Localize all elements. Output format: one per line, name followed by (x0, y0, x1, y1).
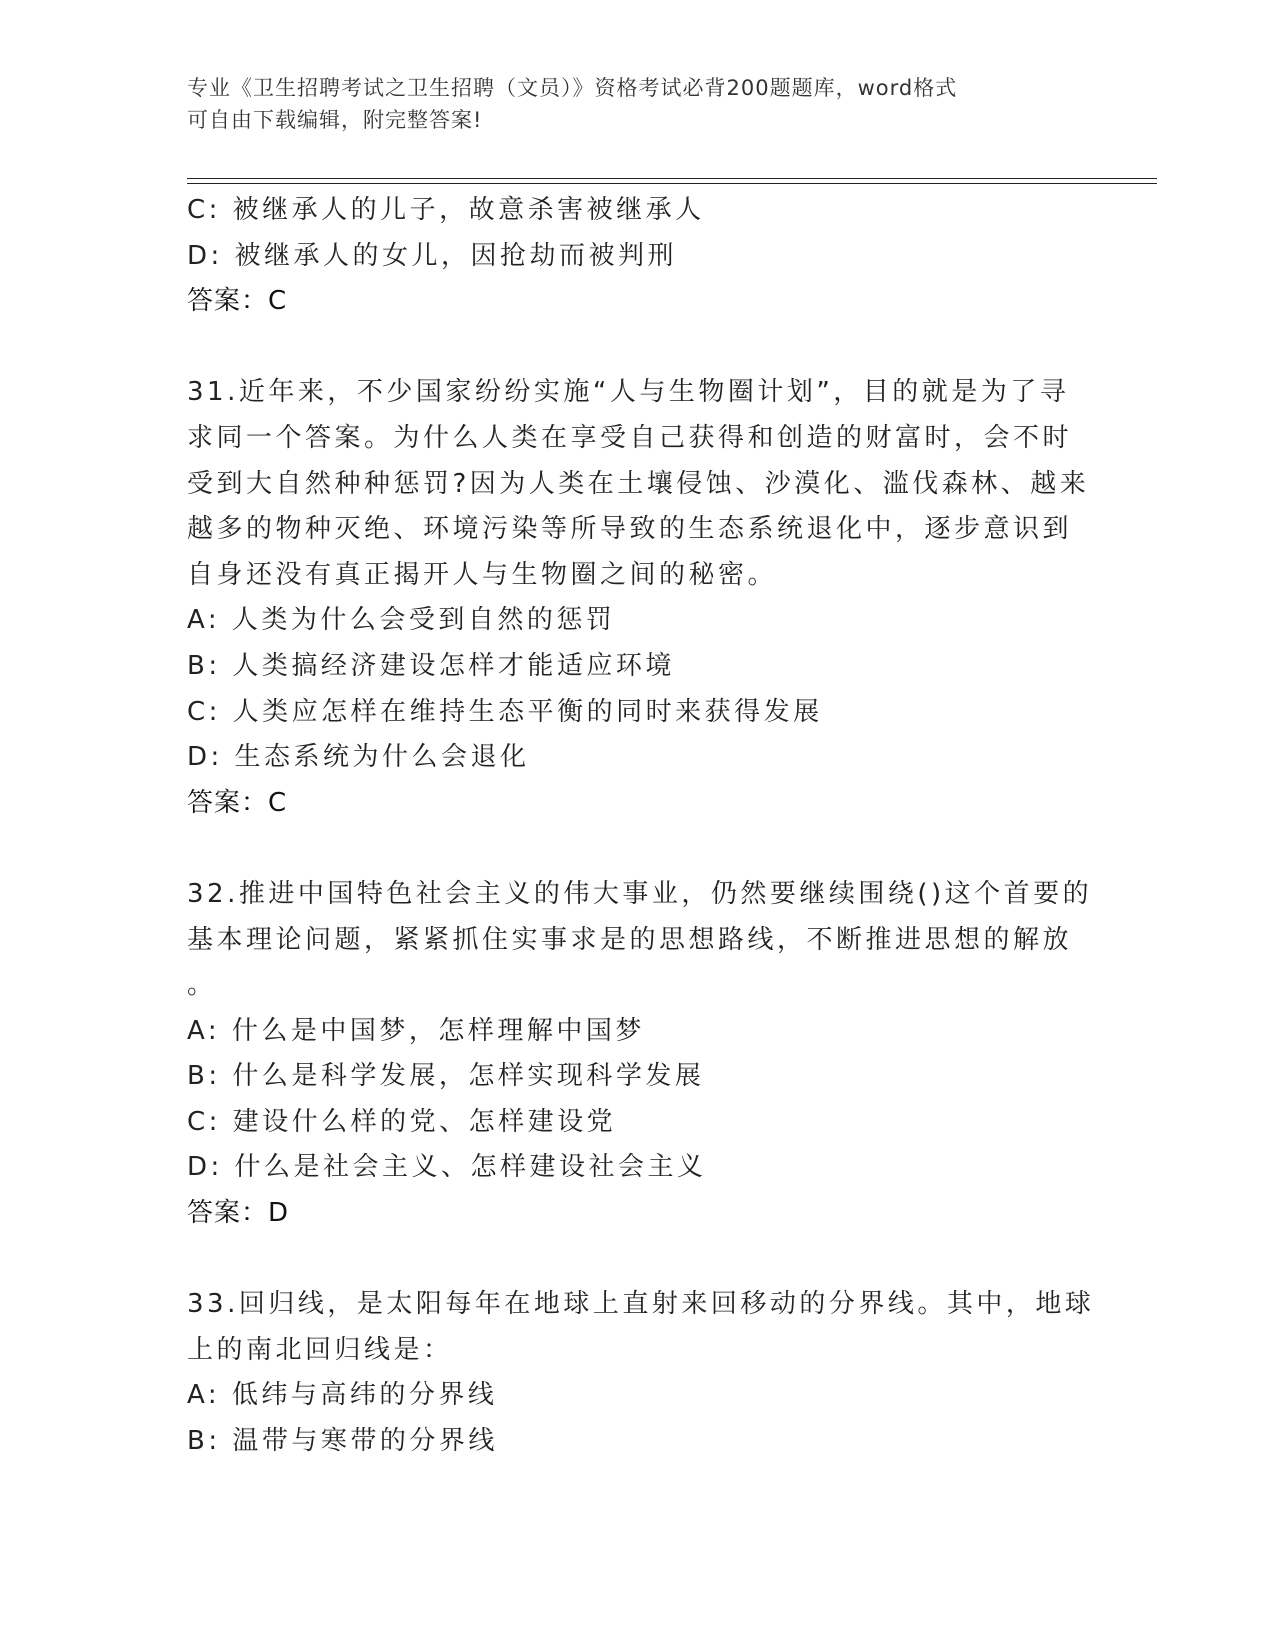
spacer (187, 325, 1087, 371)
option-c: C: 被继承人的儿子，故意杀害被继承人 (187, 195, 705, 225)
stem-line: 基本理论问题，紧紧抓住实事求是的思想路线，不断推进思想的解放 (187, 924, 1073, 955)
header-rule-bottom (187, 183, 1157, 184)
question-stem (187, 872, 1093, 1009)
option-d: D: 生态系统为什么会退化 (187, 742, 530, 773)
document-header (187, 72, 1067, 136)
option-a: A: 低纬与高纬的分界线 (187, 1380, 498, 1411)
option-c: C: 人类应怎样在维持生态平衡的同时来获得发展 (187, 696, 823, 727)
option-b: B: 什么是科学发展，怎样实现科学发展 (187, 1061, 705, 1092)
question-32 (187, 872, 1093, 1237)
spacer (187, 1237, 1087, 1283)
answer: 答案：D (187, 1198, 290, 1229)
header-line-1: 专业《卫生招聘考试之卫生招聘（文员）》资格考试必背200题题库，word格式 (187, 76, 958, 100)
option-b: B: 温带与寒带的分界线 (187, 1426, 498, 1457)
option-b: B: 人类搞经济建设怎样才能适应环境 (187, 650, 675, 681)
question-stem (187, 1282, 1095, 1373)
header-line-2: 可自由下载编辑，附完整答案! (187, 108, 483, 132)
stem-line: 32.推进中国特色社会主义的伟大事业，仍然要继续围绕()这个首要的 (187, 878, 1093, 909)
option-d: D: 被继承人的女儿，因抢劫而被判刑 (187, 240, 678, 271)
option-a: A: 什么是中国梦，怎样理解中国梦 (187, 1015, 645, 1046)
option-c: C: 建设什么样的党、怎样建设党 (187, 1106, 617, 1137)
question-31 (187, 370, 1090, 826)
stem-line: 受到大自然种种惩罚?因为人类在土壤侵蚀、沙漠化、滥伐森林、越来 (187, 468, 1090, 499)
stem-line: 求同一个答案。为什么人类在享受自己获得和创造的财富时，会不时 (187, 422, 1073, 453)
stem-line: 31.近年来，不少国家纷纷实施“人与生物圈计划”，目的就是为了寻 (187, 377, 1070, 408)
spacer (187, 826, 1087, 872)
stem-line: 。 (187, 970, 217, 1001)
stem-line: 自身还没有真正揭开人与生物圈之间的秘密。 (187, 559, 778, 590)
question-stem (187, 370, 1090, 598)
answer: 答案：C (187, 286, 288, 317)
stem-line: 越多的物种灭绝、环境污染等所导致的生态系统退化中，逐步意识到 (187, 514, 1073, 545)
header-rule-top (187, 178, 1157, 179)
answer: 答案：C (187, 787, 288, 818)
question-33 (187, 1282, 1095, 1464)
option-d: D: 什么是社会主义、怎样建设社会主义 (187, 1152, 707, 1183)
stem-line: 上的南北回归线是： (187, 1334, 453, 1365)
stem-line: 33.回归线，是太阳每年在地球上直射来回移动的分界线。其中，地球 (187, 1289, 1095, 1320)
option-a: A: 人类为什么会受到自然的惩罚 (187, 605, 616, 636)
previous-question-tail (187, 188, 1087, 325)
document-body (187, 188, 1095, 1465)
